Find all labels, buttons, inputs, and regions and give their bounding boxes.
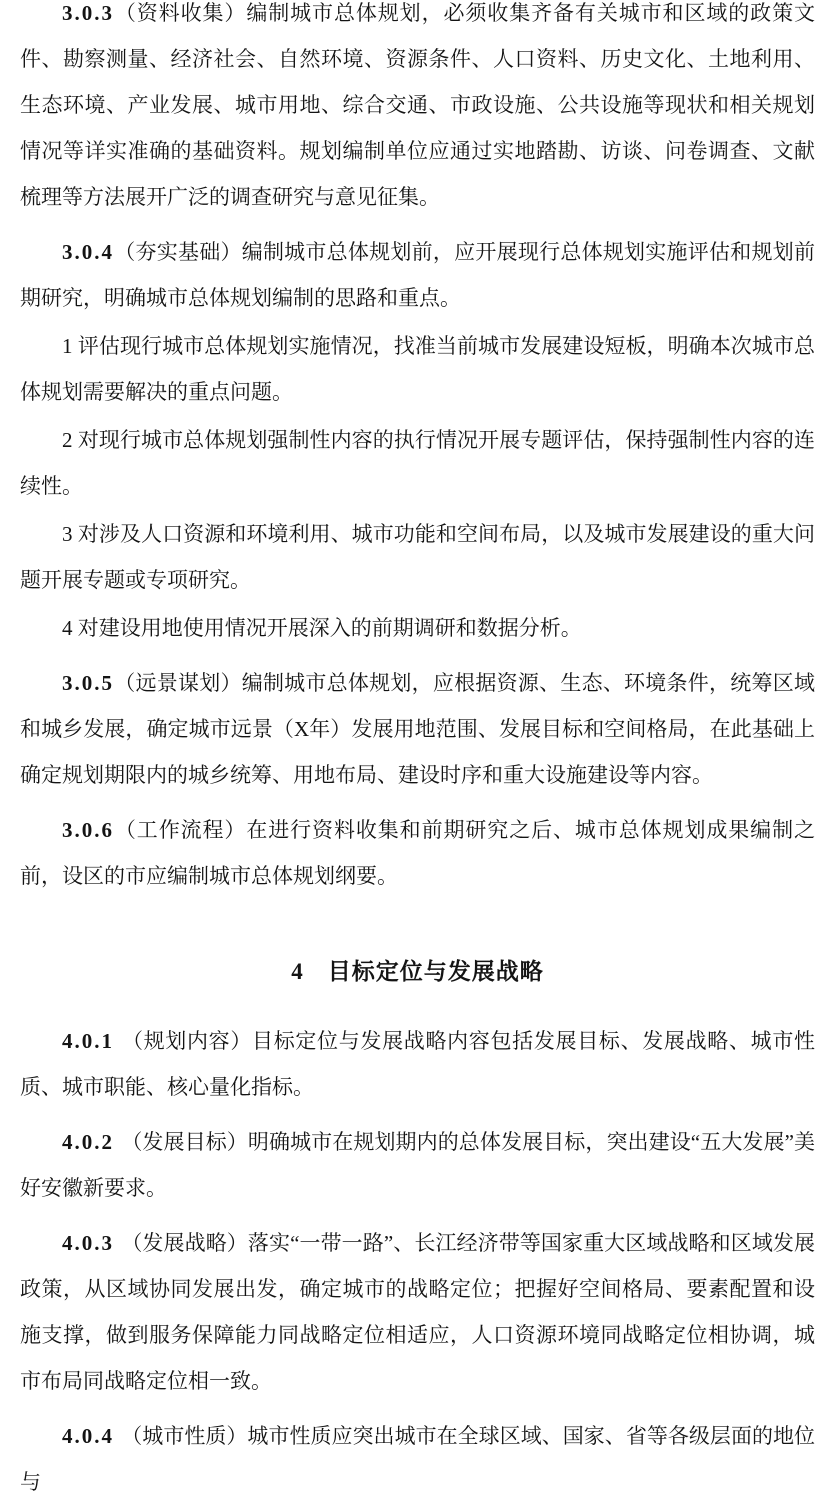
- item-body: 2 对现行城市总体规划强制性内容的执行情况开展专题评估，保持强制性内容的连续性。: [20, 428, 815, 498]
- clause-number: 3.0.3: [62, 1, 114, 25]
- list-item-paragraph-2: [20, 417, 815, 509]
- clause-body: （城市性质）城市性质应突出城市在全球区域、国家、省等各级层面的地位与: [20, 1424, 816, 1494]
- clause-body: （发展战略）落实“一带一路”、长江经济带等国家重大区域战略和区域发展政策，从区域协同发展出发，确定城市的战略定位；把握好空间格局、要素配置和设施支撑，做到服务保障能力同战略定位相适应，人口资源环境同战略定位相协调，城市布局同战略定位相一致。: [20, 1231, 816, 1393]
- list-item-paragraph-4: [20, 605, 815, 651]
- clause-number: 4.0.1: [62, 1029, 122, 1053]
- item-body: 1 评估现行城市总体规划实施情况，找准当前城市发展建设短板，明确本次城市总体规划需要解决的重点问题。: [20, 334, 815, 404]
- clause-body: （夯实基础）编制城市总体规划前，应开展现行总体规划实施评估和规划前期研究，明确城市总体规划编制的思路和重点。: [20, 240, 815, 310]
- clause-paragraph-3-0-3: [20, 0, 815, 220]
- clause-paragraph-3-0-4: [20, 229, 815, 321]
- clause-paragraph-4-0-1: [20, 1018, 815, 1110]
- clause-body: （发展目标）明确城市在规划期内的总体发展目标，突出建设“五大发展”美好安徽新要求。: [20, 1130, 816, 1200]
- clause-paragraph-4-0-2: [20, 1119, 815, 1211]
- clause-paragraph-4-0-4: [20, 1413, 815, 1505]
- clause-paragraph-3-0-6: [20, 807, 815, 899]
- item-body: 4 对建设用地使用情况开展深入的前期调研和数据分析。: [62, 616, 582, 640]
- clause-paragraph-3-0-5: [20, 660, 815, 798]
- clause-body: （资料收集）编制城市总体规划，必须收集齐备有关城市和区域的政策文件、勘察测量、经济社会、自然环境、资源条件、人口资料、历史文化、土地利用、生态环境、产业发展、城市用地、综合交通、市政设施、公共设施等现状和相关规划情况等详实准确的基础资料。规划编制单位应通过实地踏勘、访谈、问卷调查、文献梳理等方法展开广泛的调查研究与意见征集。: [20, 1, 815, 209]
- clause-body: （工作流程）在进行资料收集和前期研究之后、城市总体规划成果编制之前，设区的市应编制城市总体规划纲要。: [20, 818, 815, 888]
- clause-body: （远景谋划）编制城市总体规划，应根据资源、生态、环境条件，统筹区域和城乡发展，确定城市远景（X年）发展用地范围、发展目标和空间格局，在此基础上确定规划期限内的城乡统筹、用地布局、建设时序和重大设施建设等内容。: [20, 671, 815, 787]
- list-item-paragraph-1: [20, 323, 815, 415]
- item-body: 3 对涉及人口资源和环境利用、城市功能和空间布局，以及城市发展建设的重大问题开展专题或专项研究。: [20, 522, 815, 592]
- list-item-paragraph-3: [20, 511, 815, 603]
- clause-number: 4.0.4: [62, 1424, 122, 1448]
- section-heading: 4 目标定位与发展战略: [291, 959, 544, 984]
- clause-paragraph-4-0-3: [20, 1220, 815, 1404]
- clause-number: 3.0.4: [62, 240, 114, 264]
- clause-body: （规划内容）目标定位与发展战略内容包括发展目标、发展战略、城市性质、城市职能、核心量化指标。: [20, 1029, 816, 1099]
- clause-number: 4.0.2: [62, 1130, 122, 1154]
- clause-number: 3.0.6: [62, 818, 114, 842]
- clause-number: 4.0.3: [62, 1231, 122, 1255]
- clause-number: 3.0.5: [62, 671, 114, 695]
